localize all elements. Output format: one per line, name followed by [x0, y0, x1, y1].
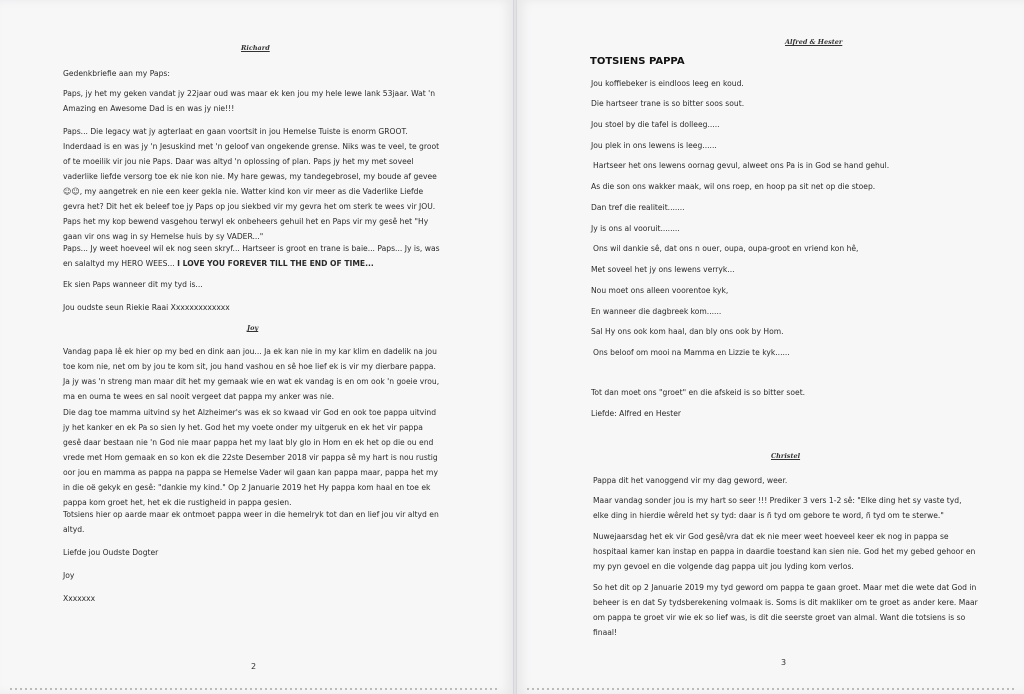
- joy-signature: Joy: [247, 324, 259, 332]
- joy-closing-line-2: Joy: [63, 571, 75, 580]
- poem-line-6: As die son ons wakker maak, wil ons roep, en hoop pa sit net op die stoep.: [591, 182, 876, 191]
- alfred-hester-closing: Liefde: Alfred en Hester: [591, 409, 681, 418]
- joy-paragraph-1: Vandag papa lê ek hier op my bed en dink aan jou... Ja ek kan nie in my kar klim en dadelik na jou toe kom nie, net om by jou te kom sit, jou hand vashou en sê hoe lief ek is vir my dierbare pappa. Ja jy was 'n streng man maar dit het my gemaak wie en wat ek vandag is en om ook 'n goeie vrou, ma en ouma te wees en sal nooit vergeet dat pappa my anker was nie.: [63, 347, 440, 401]
- poem-ending: Tot dan moet ons "groet" en die afskeid is so bitter soet.: [591, 388, 806, 397]
- joy-closing-line-1: Liefde jou Oudste Dogter: [63, 548, 159, 557]
- page-edge-right: [527, 688, 1015, 690]
- richard-paragraph-2-start: Paps... Die legacy wat jy agterlaat en gaan voortsit in jou Hemelse Tuiste is enorm GROOT. Inderdaad is en was jy 'n Jesuskind met 'n geloof van ongekende grense. Niks was te veel, te groot of te moeilik vir jou nie Paps. Daar was altyd 'n oplossing of plan. Paps jy het my met soveel vaderlike liefde versorg toe ek nie kon nie. My hare gewas, my tandegebrosel, my boude af gevee: [63, 127, 440, 181]
- poem-line-9: Ons wil dankie sê, dat ons n ouer, oupa, oupa-groot en vriend kon hê,: [593, 244, 859, 253]
- poem-line-2: Die hartseer trane is so bitter soos sout.: [591, 99, 745, 108]
- christel-paragraph-2: Maar vandag sonder jou is my hart so seer !!! Prediker 3 vers 1-2 sê: "Elke ding het sy vaste tyd, elke ding in hierdie wêreld het sy tyd: daar is ñ tyd om gebore te word, ñ tyd om te sterwe.": [593, 496, 962, 520]
- poem-line-10: Met soveel het jy ons lewens verryk...: [591, 265, 735, 274]
- richard-greeting: Gedenkbriefie aan my Paps:: [63, 69, 170, 78]
- poem-line-3: Jou stoel by die tafel is dolleeg.....: [591, 120, 720, 129]
- poem-title: TOTSIENS PAPPA: [590, 56, 685, 67]
- richard-paragraph-2: [63, 124, 441, 244]
- poem-line-1: Jou koffiebeker is eindloos leeg en koud.: [591, 79, 744, 88]
- page-number-right: 3: [781, 658, 787, 667]
- christel-signature: Christel: [771, 452, 801, 460]
- christel-paragraph-3: Nuwejaarsdag het ek vir God gesê/vra dat ek nie meer weet hoeveel keer ek nog in pappa se hospitaal kamer kan instap en pappa in daardie toestand kan sien nie. God het my gebed gehoor en my pyn gevoel en die volgende dag pappa uit jou lyding kom verlos.: [593, 532, 976, 571]
- richard-paragraph-3-bold: I LOVE YOU FOREVER TILL THE END OF TIME...: [177, 259, 374, 268]
- richard-paragraph-2-end: , my aangetrek en nie een keer gekla nie. Watter kind kon vir meer as die Vaderlike Liefde gevra het? Dit het ek beleef toe jy Paps op jou siekbed vir my gevra het om sterk te wees vir JOU. Paps het my kop bewend vasgehou terwyl ek onbeheers gehuil het en Paps vir my gesê het "Hy gaan vir ons wag in sy Hemelse huis by sy VADER...": [63, 187, 436, 241]
- christel-paragraph-1: Pappa dit het vanoggend vir my dag geword, weer.: [593, 476, 788, 485]
- richard-closing: Jou oudste seun Riekie Raai Xxxxxxxxxxxxx: [63, 303, 230, 312]
- poem-line-7: Dan tref die realiteit.......: [591, 203, 685, 212]
- alfred-hester-signature: Alfred & Hester: [785, 38, 843, 46]
- poem-line-4: Jou plek in ons lewens is leeg......: [591, 141, 717, 150]
- poem-line-14: Ons beloof om mooi na Mamma en Lizzie te kyk......: [593, 348, 790, 357]
- richard-paragraph-4: Ek sien Paps wanneer dit my tyd is...: [63, 280, 203, 289]
- christel-paragraph-4: So het dit op 2 Januarie 2019 my tyd geword om pappa te gaan groet. Maar met die wete dat God in beheer is en dat Sy tydsberekening volmaak is. Soms is dit makliker om te groet as ander kere. Maar om pappa te groet vir wie ek so lief was, is dit die seerste groet van almal. Want die totsiens is so finaal!: [593, 583, 978, 637]
- joy-closing-line-3: Xxxxxxx: [63, 594, 96, 603]
- poem-line-12: En wanneer die dagbreek kom......: [591, 307, 722, 316]
- richard-signature: Richard: [241, 44, 270, 52]
- poem-line-8: Jy is ons al vooruit........: [591, 224, 680, 233]
- joy-paragraph-3: Totsiens hier op aarde maar ek ontmoet pappa weer in die hemelryk tot dan en lief jou vir altyd en altyd.: [63, 510, 439, 534]
- poem-line-5: Hartseer het ons lewens oornag gevul, alweet ons Pa is in God se hand gehul.: [593, 161, 890, 170]
- page-edge-left: [10, 688, 500, 690]
- right-page: [516, 0, 1024, 694]
- joy-paragraph-2: Die dag toe mamma uitvind sy het Alzheimer's was ek so kwaad vir God en ook toe pappa uitvind jy het kanker en ek Pa so sien ly het. God het my voete onder my uitgeruk en ek het vir pappa gesê daar bestaan nie 'n God nie maar pappa het my laat bly glo in Hom en ek het op die ou end vrede met Hom gemaak en so kon ek die 22ste Desember 2018 vir pappa sê my hart is nou rustig oor jou en mamma as pappa na pappa se Hemelse Vader wil gaan kan pappa maar, pappa het my in die oë gekyk en gesê: "dankie my kind." Op 2 Januarie 2019 het Hy pappa kom haal en toe ek pappa kom groet het, het ek die rustigheid in pappa gesien.: [63, 408, 438, 507]
- poem-line-11: Nou moet ons alleen voorentoe kyk,: [591, 286, 729, 295]
- page-number-left: 2: [251, 662, 257, 671]
- smiley-faces-icon: ☺☺: [63, 187, 80, 196]
- richard-paragraph-3-text: Paps... Jy weet hoeveel wil ek nog seen skryf... Hartseer is groot en trane is baie... Paps... Jy is, was en salaltyd my HERO WEES...: [63, 244, 440, 268]
- poem-line-13: Sal Hy ons ook kom haal, dan bly ons ook by Hom.: [591, 327, 784, 336]
- richard-paragraph-3: [63, 241, 441, 271]
- richard-paragraph-1: Paps, jy het my geken vandat jy 22jaar oud was maar ek ken jou my hele lewe lank 53jaar. Wat 'n Amazing en Awesome Dad is en was jy nie!!!: [63, 89, 436, 113]
